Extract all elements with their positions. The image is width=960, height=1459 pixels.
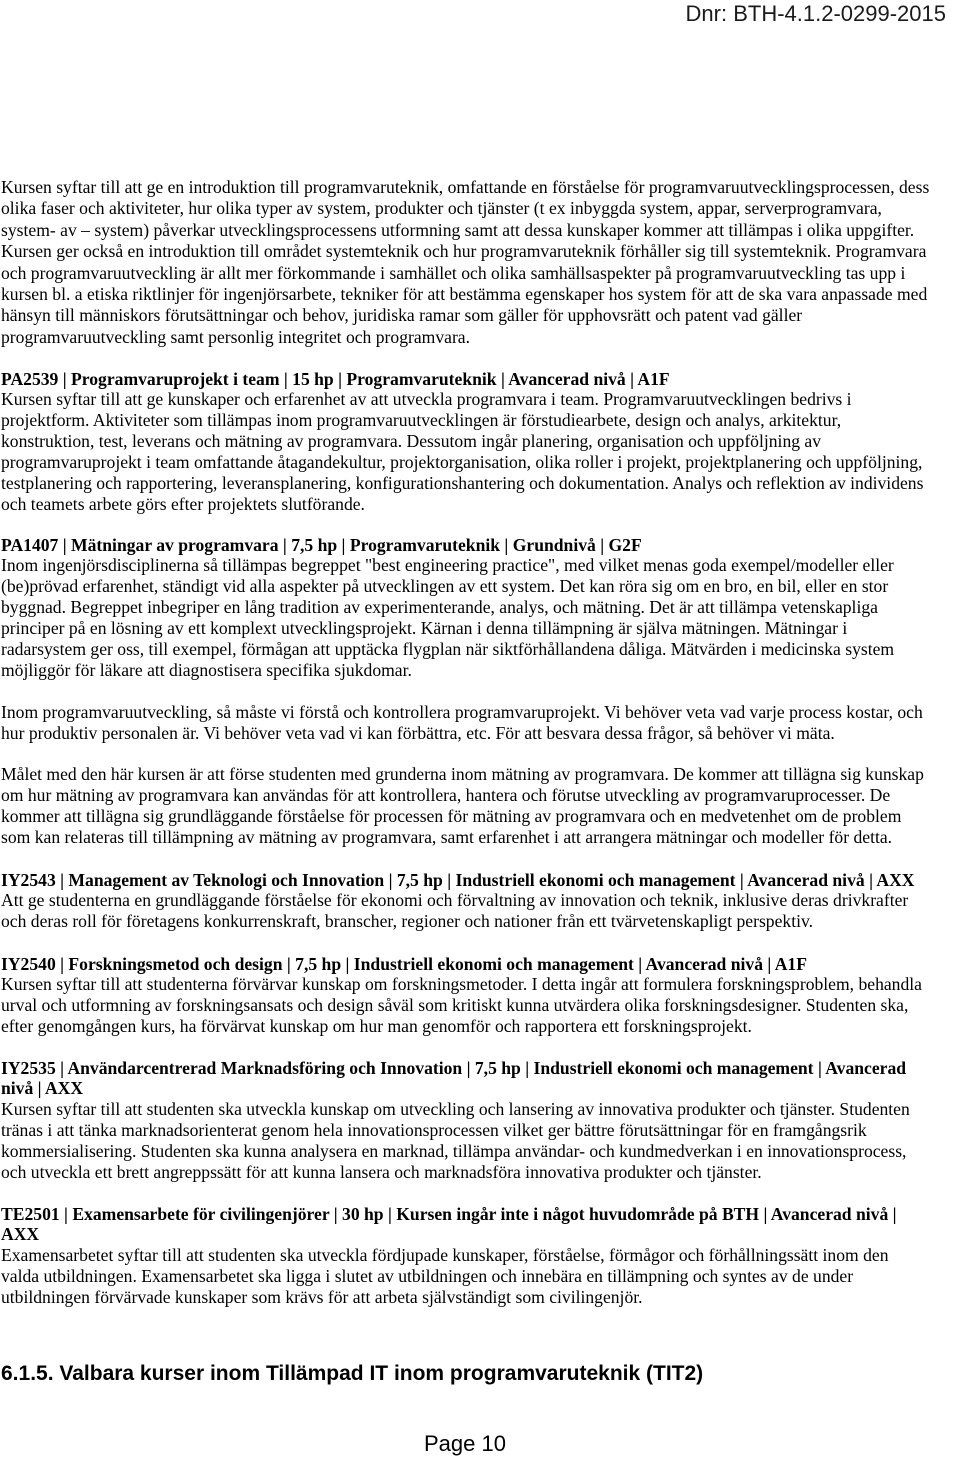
- section-heading: 6.1.5. Valbara kurser inom Tillämpad IT inom programvaruteknik (TIT2): [1, 1362, 704, 1385]
- text-line: Kursen syftar till att studenten ska utveckla kunskap om utveckling och lansering av innovativa produkter och tjänster. Studenten: [1, 1099, 910, 1120]
- text-line: (be)prövad erfarenhet, ständigt vid alla aspekter på utvecklingen av ett system. Det kan röra sig om en bro, en bil, eller en stor: [1, 576, 889, 597]
- text-line: hur produktiv personalen är. Vi behöver veta vad vi kan förbättra, etc. För att besvara dessa frågor, så behöver vi mäta.: [1, 722, 835, 743]
- course-heading-line: IY2540 | Forskningsmetod och design | 7,5 hp | Industriell ekonomi och management | Avancerad nivå | A1F: [1, 953, 807, 974]
- text-line: som kan relateras till tillämpning av mätning av programvara, samt erfarenhet i att arrangera mätningar och modeller för detta.: [1, 826, 893, 847]
- text-line: och teamets arbete görs efter projektets slutförande.: [1, 493, 365, 514]
- text-line: Kursen ger också en introduktion till området systemteknik och hur programvaruteknik förhåller sig till systemteknik. Programvara: [1, 241, 927, 262]
- course-heading-line: TE2501 | Examensarbete för civilingenjörer | 30 hp | Kursen ingår inte i något huvudområde på BTH | Avancerad nivå |: [1, 1203, 897, 1224]
- intro-paragraph: [1, 177, 959, 348]
- text-line: programvaruprojekt i team omfattande åtagandekultur, projektorganisation, olika roller i projekt, projektplanering och uppföljning,: [1, 452, 923, 473]
- text-line: urval och utformning av forskningsansats och design såväl som kritiskt kunna utvärdera olika forskningsdesigner. Studenten ska,: [1, 995, 909, 1016]
- course-heading-line: AXX: [1, 1224, 40, 1245]
- text-line: radarsystem ger oss, till exempel, förmågan att upptäcka flygplan när siktförhållandena dåliga. Mätvärden i medicinska system: [1, 638, 895, 659]
- course-heading-line: PA2539 | Programvaruprojekt i team | 15 hp | Programvaruteknik | Avancerad nivå | A1F: [1, 368, 670, 389]
- text-line: Inom programvaruutveckling, så måste vi förstå och kontrollera programvaruprojekt. Vi behöver veta vad varje process kostar, och: [1, 701, 923, 722]
- text-line: byggnad. Begreppet inbegriper en lång tradition av experimenterande, analys, och mätning. Det är att tillämpa vetenskapliga: [1, 597, 878, 618]
- course-heading: [1, 870, 959, 891]
- course-heading: [1, 369, 959, 390]
- text-line: system- av – system) påverkar utvecklingsprocessens utformning samt att dessa kunskaper kommer att tillämpas i olika uppgifter.: [1, 219, 915, 240]
- text-line: Kursen syftar till att ge en introduktion till programvaruteknik, omfattande en förståelse för programvaruutvecklingsprocessen, dess: [1, 177, 930, 197]
- course-section: [1, 535, 959, 848]
- course-heading: [1, 535, 959, 556]
- text-line: kommersialisering. Studenten ska kunna analysera en marknad, tillämpa användar- och kundmedverkan i en innovationsprocess,: [1, 1141, 907, 1162]
- course-heading: [1, 954, 959, 975]
- text-line: tränas i att tänka marknadsorienterat genom hela innovationsprocessen vilket ger bättre förutsättningar för en framgångsrik: [1, 1120, 867, 1141]
- course-heading-line: IY2543 | Management av Teknologi och Innovation | 7,5 hp | Industriell ekonomi och management | Avancerad nivå | AXX: [1, 869, 915, 890]
- text-line: programvaruutveckling samt personlig integritet och programvara.: [1, 326, 471, 347]
- document-number: Dnr: BTH-4.1.2-0299-2015: [685, 1, 946, 26]
- text-line: valda utbildningen. Examensarbetet ska ligga i slutet av utbildningen och innebära en tillämpning och syntes av de under: [1, 1266, 854, 1287]
- text-line: testplanering och rapportering, leveransplanering, konfigurationshantering och dokumentation. Analys och reflektion av individens: [1, 472, 924, 493]
- text-line: Examensarbetet syftar till att studenten ska utveckla fördjupade kunskaper, förståelse, förmågor och förhållningssätt inom den: [1, 1245, 889, 1266]
- course-section: [1, 1058, 959, 1183]
- text-line: Inom ingenjörsdisciplinerna så tillämpas begreppet "best engineering practice", med vilket menas goda exempel/modeller eller: [1, 555, 894, 576]
- text-line: och utveckla ett brett angreppssätt för att kunna lansera och marknadsföra innovativa produkter och tjänster.: [1, 1161, 762, 1182]
- course-description: [1, 974, 959, 1037]
- page-number: Page 10: [424, 1431, 506, 1456]
- course-heading-line: nivå | AXX: [1, 1078, 84, 1099]
- text-line: Att ge studenterna en grundläggande förståelse för ekonomi och förvaltning av innovation och teknik, inklusive deras drivkrafter: [1, 890, 909, 911]
- course-description: [1, 890, 959, 932]
- text-line: om hur mätning av programvara kan användas för att kontrollera, hantera och förutse utveckling av programvaruprocesser. De: [1, 785, 891, 806]
- text-line: olika faser och aktiviteter, hur olika typer av system, produkter och tjänster (t ex inbyggda system, appar, serverprogramvara,: [1, 198, 882, 219]
- course-description: [1, 555, 959, 680]
- text-line: projektform. Aktiviteter som tillämpas inom programvaruutvecklingen är förstudiearbete, design och analys, arkitektur,: [1, 410, 842, 431]
- text-line: möjliggör för läkare att diagnostisera specifika sjukdomar.: [1, 659, 412, 680]
- course-section: [1, 870, 959, 933]
- course-description: [1, 702, 959, 744]
- course-description: [1, 1099, 959, 1183]
- course-section: [1, 1204, 959, 1308]
- course-description: [1, 389, 959, 514]
- text-line: principer på en lösning av ett komplext utvecklingsprojekt. Kärnan i denna tillämpning är själva mätningen. Mätningar i: [1, 618, 848, 639]
- text-line: och deras roll för företagens konkurrenskraft, branscher, regioner och nationer från ett tvärvetenskapligt perspektiv.: [1, 911, 814, 932]
- text-line: Kursen syftar till att ge kunskaper och erfarenhet av att utveckla programvara i team. Programvaruutvecklingen bedrivs i: [1, 389, 852, 410]
- text-line: kursen bl. a etiska riktlinjer för ingenjörsarbete, tekniker för att bestämma egenskaper hos system för att de ska vara anpassade med: [1, 283, 928, 304]
- text-line: konstruktion, test, leverans och mätning av programvara. Dessutom ingår planering, organisation och uppföljning av: [1, 431, 822, 452]
- course-heading: [1, 1204, 959, 1246]
- text-line: och programvaruutveckling är allt mer förkommande i samhället och olika samhällsaspekter på programvaruutveckling tas upp i: [1, 262, 906, 283]
- text-line: efter genomgången kurs, ha förvärvat kunskap om hur man genomför och rapportera ett forskningsprojekt.: [1, 1016, 752, 1037]
- course-section: [1, 954, 959, 1038]
- course-description: [1, 1245, 959, 1308]
- course-heading-line: IY2535 | Användarcentrerad Marknadsföring och Innovation | 7,5 hp | Industriell ekonomi och management | Avancerad: [1, 1057, 907, 1078]
- course-heading: [1, 1058, 959, 1100]
- text-line: Målet med den här kursen är att förse studenten med grunderna inom mätning av programvara. De kommer att tillägna sig kunskap: [1, 764, 924, 785]
- text-line: kommer att tillägna sig grundläggande förståelse för processen för mätning av programvara och en medvetenhet om de problem: [1, 806, 902, 827]
- course-description: [1, 764, 959, 848]
- course-heading-line: PA1407 | Mätningar av programvara | 7,5 hp | Programvaruteknik | Grundnivå | G2F: [1, 534, 642, 555]
- text-line: Kursen syftar till att studenterna förvärvar kunskap om forskningsmetoder. I detta ingår att formulera forskningsproblem, behandla: [1, 974, 922, 995]
- course-section: [1, 369, 959, 515]
- text-line: utbildningen förvärvade kunskaper som krävs för att arbeta självständigt som civilingenjör.: [1, 1287, 643, 1308]
- text-line: hänsyn till människors förutsättningar och behov, juridiska ramar som gäller för upphovsrätt och patent vad gäller: [1, 305, 803, 326]
